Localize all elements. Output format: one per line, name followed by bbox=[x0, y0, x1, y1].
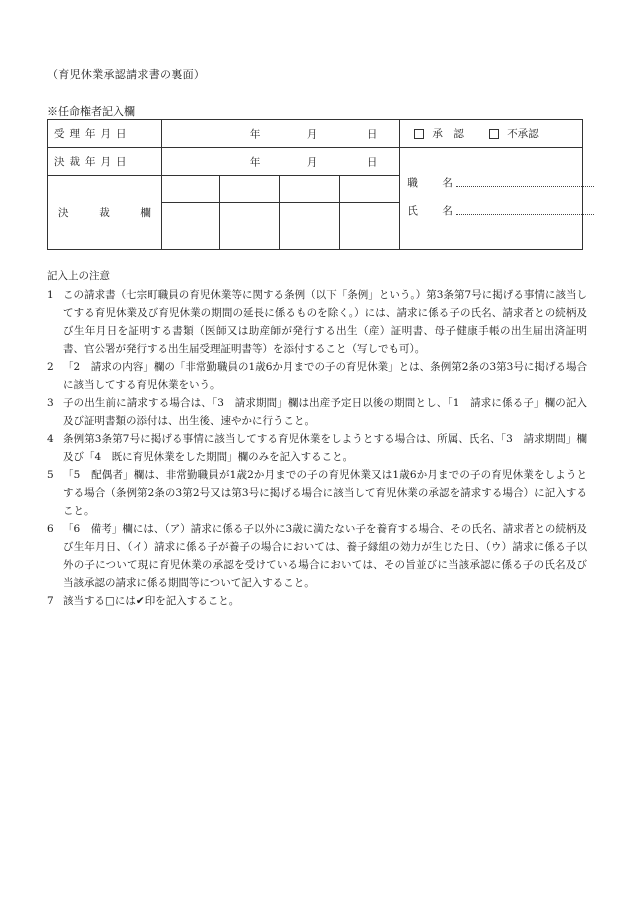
instruction-item bbox=[47, 286, 587, 358]
decision-stamp-cell[interactable] bbox=[340, 176, 400, 203]
decision-stamp-cell[interactable] bbox=[161, 203, 219, 250]
instruction-item bbox=[47, 430, 587, 466]
decision-date-label: 決裁年月日 bbox=[48, 148, 162, 176]
day-unit: 日 bbox=[366, 156, 378, 168]
approval-selector bbox=[400, 120, 583, 148]
disapprove-label: 不承認 bbox=[507, 128, 539, 140]
approve-option[interactable] bbox=[414, 126, 464, 141]
position-dotted-line bbox=[456, 186, 594, 187]
instruction-text: 「6 備考」欄には、（ア）請求に係る子以外に3歳に満たない子を養育する場合、その氏名、請求者との続柄及び生年月日、（イ）請求に係る子が養子の場合においては、養子縁組の効力が生じた日、（ウ）請求に係る子以外の子について現に育児休業の承認を受けている場合においては、その旨並びに当該承認に係る子の氏名及び当該承認の請求に係る期間等について記入すること。 bbox=[63, 523, 587, 589]
instruction-text: 条例第3条第7号に掲げる事情に該当してする育児休業をしようとする場合は、所属、氏名、「3 請求期間」欄及び「4 既に育児休業をした期間」欄のみを記入すること。 bbox=[63, 433, 587, 463]
instruction-item bbox=[47, 466, 587, 520]
decision-label-char: 裁 bbox=[99, 207, 110, 219]
position-row[interactable] bbox=[400, 175, 582, 195]
position-label-1: 職 bbox=[407, 177, 418, 189]
decision-stamp-cell[interactable] bbox=[161, 176, 219, 203]
decision-stamp-cell[interactable] bbox=[219, 176, 279, 203]
section-heading: ※任命権者記入欄 bbox=[47, 105, 135, 118]
instruction-number: 2 bbox=[47, 361, 54, 373]
instruction-text: この請求書（七宗町職員の育児休業等に関する条例（以下「条例」という。）第3条第7号に掲げる事情に該当してする育児休業及び育児休業の期間の延長に係るものを除く。）には、請求に係る子の氏名、請求者との続柄及び生年月日を証明する書類（医師又は助産師が発行する出生（産）証明書、母子健康手帳の出生届出済証明書、官公署が発行する出生届受理証明書等）を添付すること（写しでも可）。 bbox=[63, 289, 587, 355]
disapprove-option[interactable] bbox=[489, 126, 539, 141]
year-unit: 年 bbox=[249, 156, 261, 168]
name-row[interactable] bbox=[400, 203, 582, 223]
decision-stamp-cell[interactable] bbox=[280, 176, 340, 203]
year-unit: 年 bbox=[249, 128, 261, 140]
instruction-number: 3 bbox=[47, 397, 54, 409]
name-label-2: 名 bbox=[442, 205, 453, 217]
instruction-text: 該当する□には✔印を記入すること。 bbox=[63, 595, 240, 607]
instruction-number: 1 bbox=[47, 289, 54, 301]
instruction-number: 5 bbox=[47, 469, 54, 481]
instructions-section bbox=[47, 267, 587, 610]
instruction-number: 4 bbox=[47, 433, 54, 445]
instructions-title: 記入上の注意 bbox=[47, 270, 110, 282]
decision-label-char: 決 bbox=[58, 207, 69, 219]
month-unit: 月 bbox=[306, 128, 318, 140]
instruction-number: 6 bbox=[47, 523, 54, 535]
decision-stamp-cell[interactable] bbox=[280, 203, 340, 250]
instruction-item bbox=[47, 394, 587, 430]
instruction-text: 子の出生前に請求する場合は、「3 請求期間」欄は出産予定日以後の期間とし、「1 請求に係る子」欄の記入及び証明書類の添付は、出生後、速やかに行うこと。 bbox=[63, 397, 587, 427]
position-label-2: 名 bbox=[442, 177, 453, 189]
page-subtitle: （育児休業承認請求書の裏面） bbox=[47, 68, 206, 81]
decision-stamp-cell[interactable] bbox=[219, 203, 279, 250]
instruction-item bbox=[47, 592, 587, 610]
name-dotted-line bbox=[456, 214, 594, 215]
day-unit: 日 bbox=[366, 128, 378, 140]
received-date-field[interactable] bbox=[161, 120, 399, 148]
name-label-1: 氏 bbox=[407, 205, 418, 217]
instruction-text: 「5 配偶者」欄は、非常勤職員が1歳2か月までの子の育児休業又は1歳6か月までの子の育児休業をしようとする場合（条例第2条の3第2号又は第3号に掲げる場合に該当して育児休業の承認を請求する場合）に記入すること。 bbox=[63, 469, 587, 517]
decision-date-field[interactable] bbox=[161, 148, 399, 176]
instruction-number: 7 bbox=[47, 595, 54, 607]
decision-box-label bbox=[48, 176, 162, 250]
signature-block bbox=[400, 148, 583, 250]
approve-label: 承 認 bbox=[432, 128, 464, 140]
approve-checkbox[interactable] bbox=[414, 129, 424, 139]
instruction-item bbox=[47, 520, 587, 592]
disapprove-checkbox[interactable] bbox=[489, 129, 499, 139]
decision-stamp-cell[interactable] bbox=[340, 203, 400, 250]
instruction-text: 「2 請求の内容」欄の「非常勤職員の1歳6か月までの子の育児休業」とは、条例第2条の3第3号に掲げる場合に該当してする育児休業をいう。 bbox=[63, 361, 587, 391]
received-date-label: 受理年月日 bbox=[48, 120, 162, 148]
decision-label-char: 欄 bbox=[140, 207, 151, 219]
instruction-item bbox=[47, 358, 587, 394]
appointing-authority-form bbox=[47, 119, 583, 250]
month-unit: 月 bbox=[306, 156, 318, 168]
